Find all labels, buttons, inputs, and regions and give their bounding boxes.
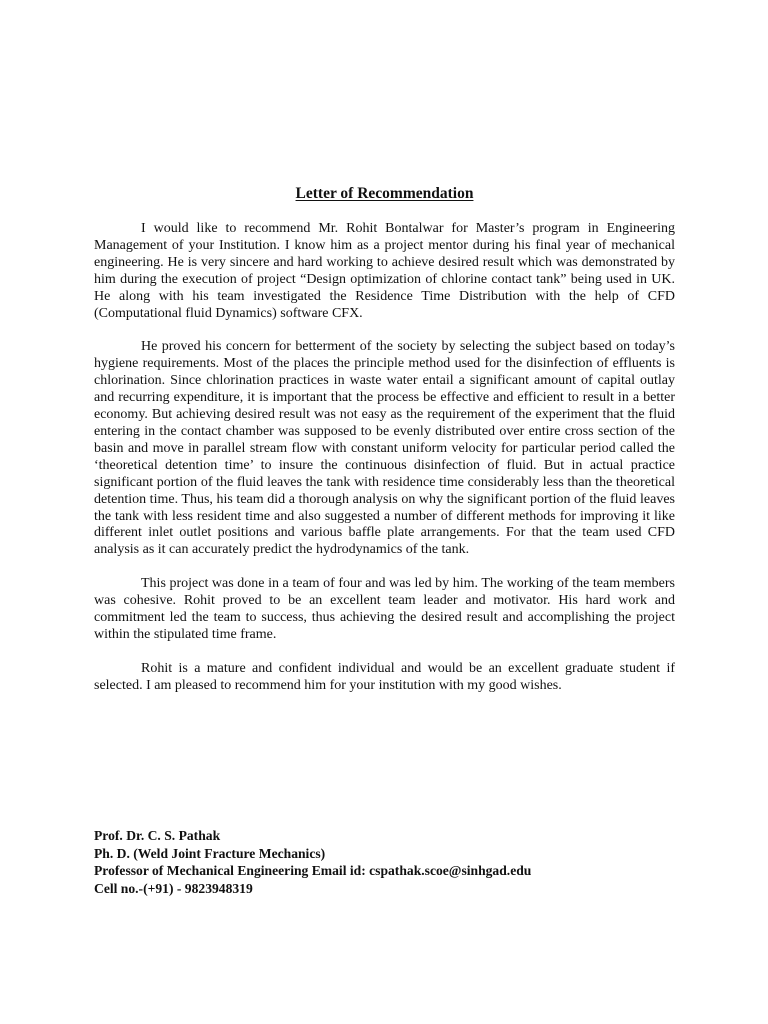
paragraph-recommendation-intro: I would like to recommend Mr. Rohit Bontalwar for Master’s program in Engineering Management of your Institution. I know him as a project mentor during his final year of mechanical engineering. He is very sincere and hard working to achieve desired result which was demonstrated by him during the execution of project “Design optimization of chlorine contact tank” being used in UK. He along with his team investigated the Residence Time Distribution with the help of CFD (Computational fluid Dynamics) software CFX. [94, 221, 675, 321]
signatory-name: Prof. Dr. C. S. Pathak [94, 828, 221, 843]
paragraph-closing: Rohit is a mature and confident individual and would be an excellent graduate student if selected. I am pleased to recommend him for your institution with my good wishes. [94, 660, 675, 693]
letter-body [94, 221, 675, 712]
paragraph-teamwork: This project was done in a team of four and was led by him. The working of the team members was cohesive. Rohit proved to be an excellent team leader and motivator. His hard work and commitment led the team to success, thus achieving the desired result and accomplishing the project within the stipulated time frame. [94, 576, 675, 642]
letter-title: Letter of Recommendation [295, 185, 474, 202]
letter-page [94, 0, 675, 1024]
signatory-cell: Cell no.-(+91) - 9823948319 [94, 880, 253, 896]
signature-block [94, 827, 694, 897]
signatory-qualification: Ph. D. (Weld Joint Fracture Mechanics) [94, 845, 326, 861]
paragraph-project-details: He proved his concern for betterment of the society by selecting the subject based on today’s hygiene requirements. Most of the places the principle method used for the disinfection of effluents is chlorination. Since chlorination practices in waste water entail a significant amount of capital outlay and recurring expenditure, it is important that the process be effective and efficient to result in a better economy. But achieving desired result was not easy as the requirement of the experiment that the fluid entering in the contact chamber was supposed to be evenly distributed over entire cross section of the basin and move in parallel stream flow with constant uniform velocity for particular period called the ‘theoretical detention time’ to insure the continuous disinfection of fluid. But in actual practice significant portion of the fluid leaves the tank with residence time considerably less than the theoretical detention time. Thus, his team did a thorough analysis on why the significant portion of the fluid leaves the tank with less resident time and also suggested a number of different methods for improving it like different inlet outlet positions and various baffle plate arrangements. For that the team used CFD analysis as it can accurately predict the hydrodynamics of the tank. [94, 339, 675, 558]
signatory-position-email: Professor of Mechanical Engineering Email id: cspathak.scoe@sinhgad.edu [94, 863, 532, 878]
